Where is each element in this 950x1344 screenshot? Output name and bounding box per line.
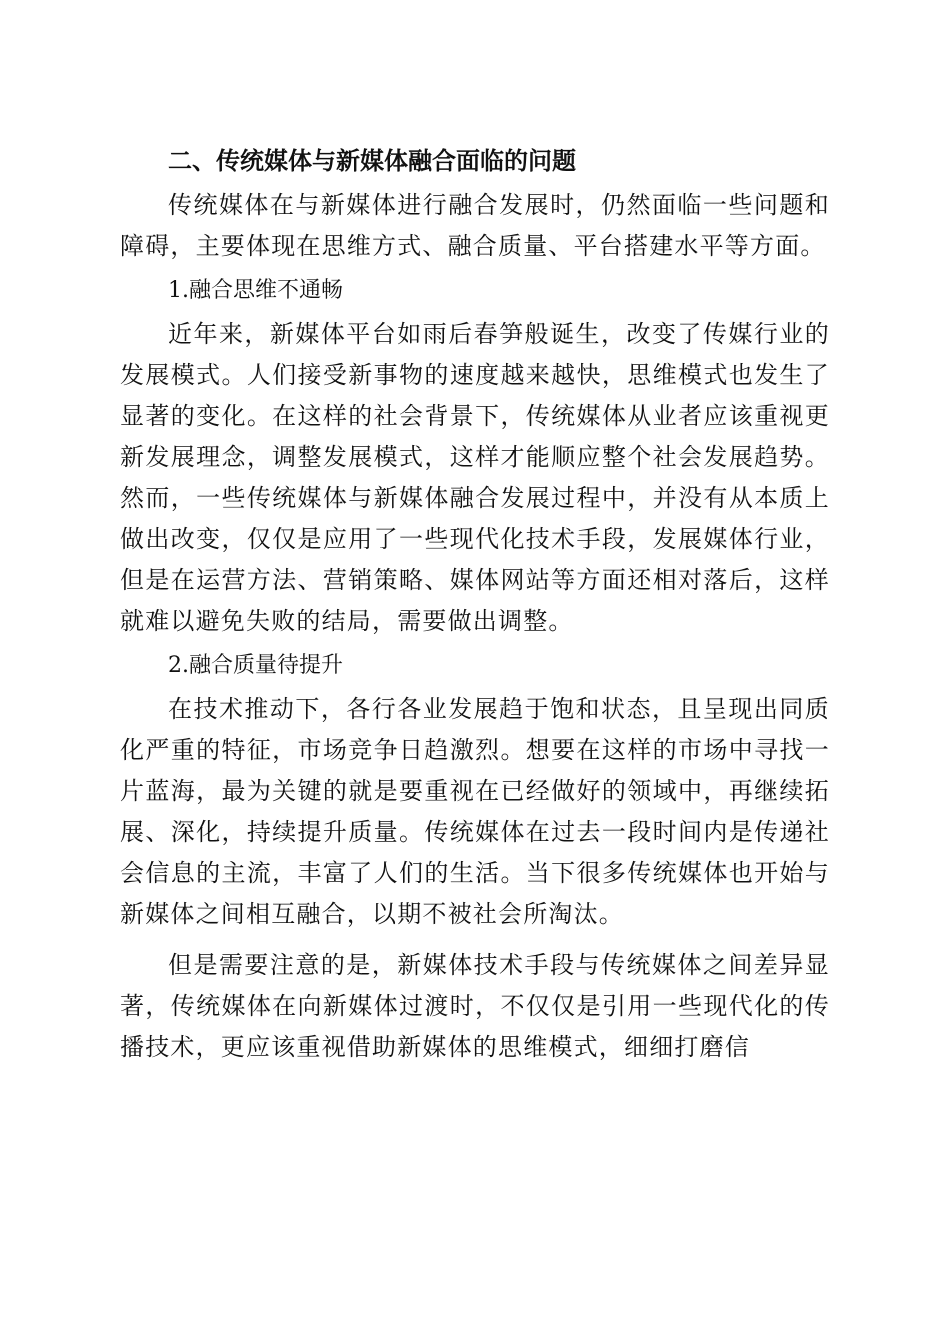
subsection-2-paragraph-2: 但是需要注意的是，新媒体技术手段与传统媒体之间差异显著，传统媒体在向新媒体过渡时，不仅仅是引用一些现代化的传播技术，更应该重视借助新媒体的思维模式，细细打磨信 <box>120 951 830 1061</box>
document-content <box>120 140 830 1068</box>
section-heading: 二、传统媒体与新媒体融合面临的问题 <box>168 147 576 175</box>
subsection-2-paragraph: 在技术推动下，各行各业发展趋于饱和状态，且呈现出同质化严重的特征，市场竞争日趋激烈。想要在这样的市场中寻找一片蓝海，最为关键的就是要重视在已经做好的领域中，再继续拓展、深化，持续提升质量。传统媒体在过去一段时间内是传递社会信息的主流，丰富了人们的生活。当下很多传统媒体也开始与新媒体之间相互融合，以期不被社会所淘汰。 <box>120 695 830 928</box>
subsection-2-title: 2.融合质量待提升 <box>168 653 343 678</box>
intro-paragraph: 传统媒体在与新媒体进行融合发展时，仍然面临一些问题和障碍，主要体现在思维方式、融合质量、平台搭建水平等方面。 <box>120 191 830 260</box>
subsection-1-paragraph: 近年来，新媒体平台如雨后春笋般诞生，改变了传媒行业的发展模式。人们接受新事物的速度越来越快，思维模式也发生了显著的变化。在这样的社会背景下，传统媒体从业者应该重视更新发展理念，调整发展模式，这样才能顺应整个社会发展趋势。然而，一些传统媒体与新媒体融合发展过程中，并没有从本质上做出改变，仅仅是应用了一些现代化技术手段，发展媒体行业，但是在运营方法、营销策略、媒体网站等方面还相对落后，这样就难以避免失败的结局，需要做出调整。 <box>120 320 830 635</box>
subsection-1-title: 1.融合思维不通畅 <box>168 278 343 303</box>
